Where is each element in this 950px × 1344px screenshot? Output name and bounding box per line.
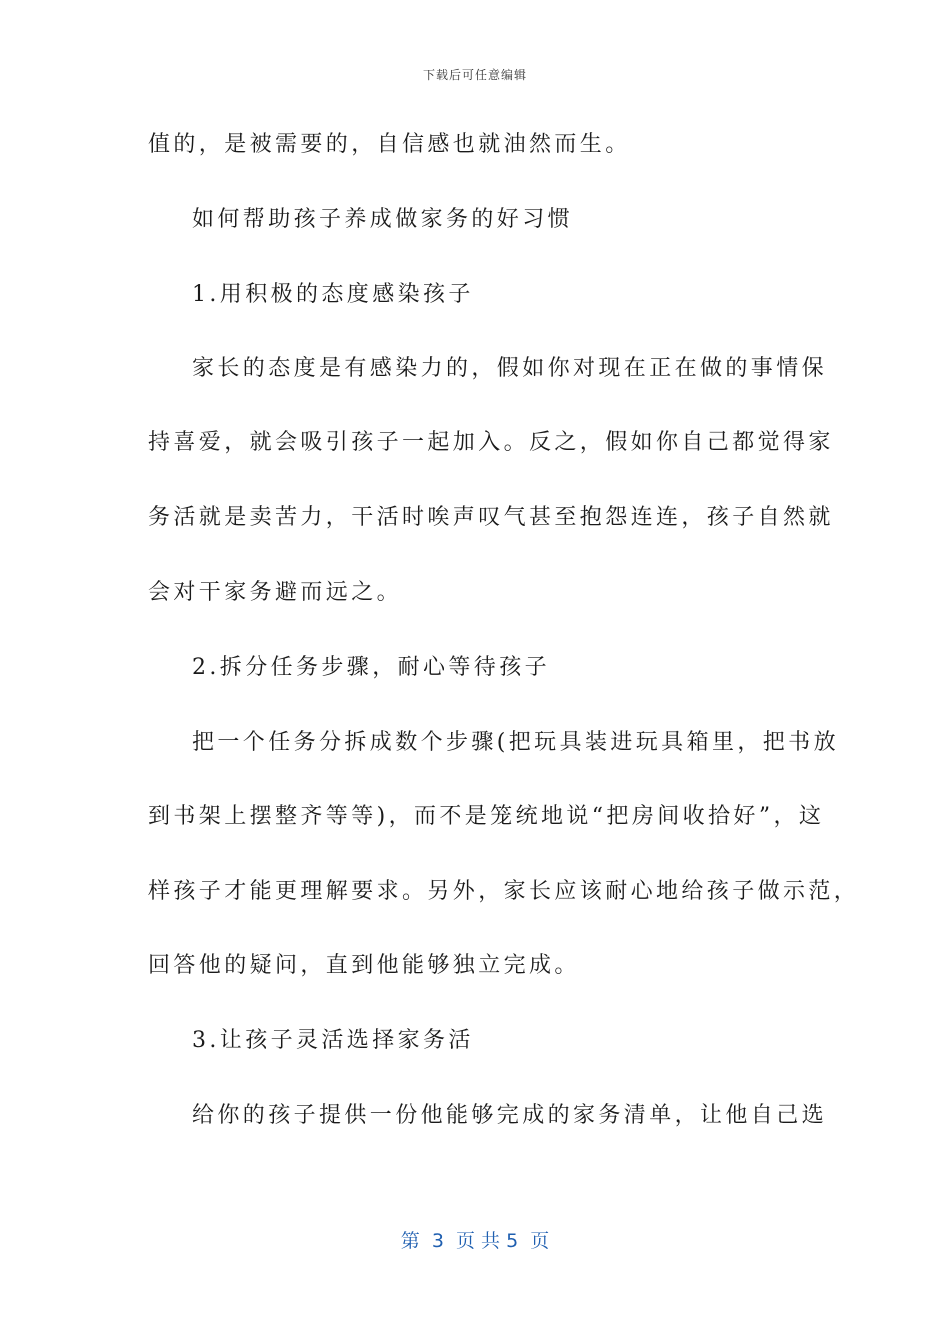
subheading-2: 2.拆分任务步骤，耐心等待孩子 [192,655,550,680]
paragraph-line: 到书架上摆整齐等等)，而不是笼统地说“把房间收拾好”，这 [148,804,825,829]
paragraph-line: 家长的态度是有感染力的，假如你对现在正在做的事情保 [192,356,828,381]
subheading-3: 3.让孩子灵活选择家务活 [192,1028,474,1053]
page-number-footer: 第 3 页 共 5 页 [400,1230,550,1252]
paragraph-line: 持喜爱，就会吸引孩子一起加入。反之，假如你自己都觉得家 [148,430,834,455]
paragraph-line: 样孩子才能更理解要求。另外，家长应该耐心地给孩子做示范， [148,879,860,904]
subheading-1: 1.用积极的态度感染孩子 [192,282,474,307]
paragraph-line: 回答他的疑问，直到他能够独立完成。 [148,953,580,978]
paragraph-line: 务活就是卖苦力，干活时唉声叹气甚至抱怨连连，孩子自然就 [148,505,834,530]
page-header-note: 下载后可任意编辑 [422,68,527,82]
paragraph-line: 值的，是被需要的，自信感也就油然而生。 [148,132,631,157]
paragraph-line: 给你的孩子提供一份他能够完成的家务清单，让他自己选 [192,1103,828,1128]
section-heading: 如何帮助孩子养成做家务的好习惯 [192,207,574,232]
paragraph-line: 会对干家务避而远之。 [148,580,403,605]
paragraph-line: 把一个任务分拆成数个步骤(把玩具装进玩具箱里，把书放 [192,730,839,755]
